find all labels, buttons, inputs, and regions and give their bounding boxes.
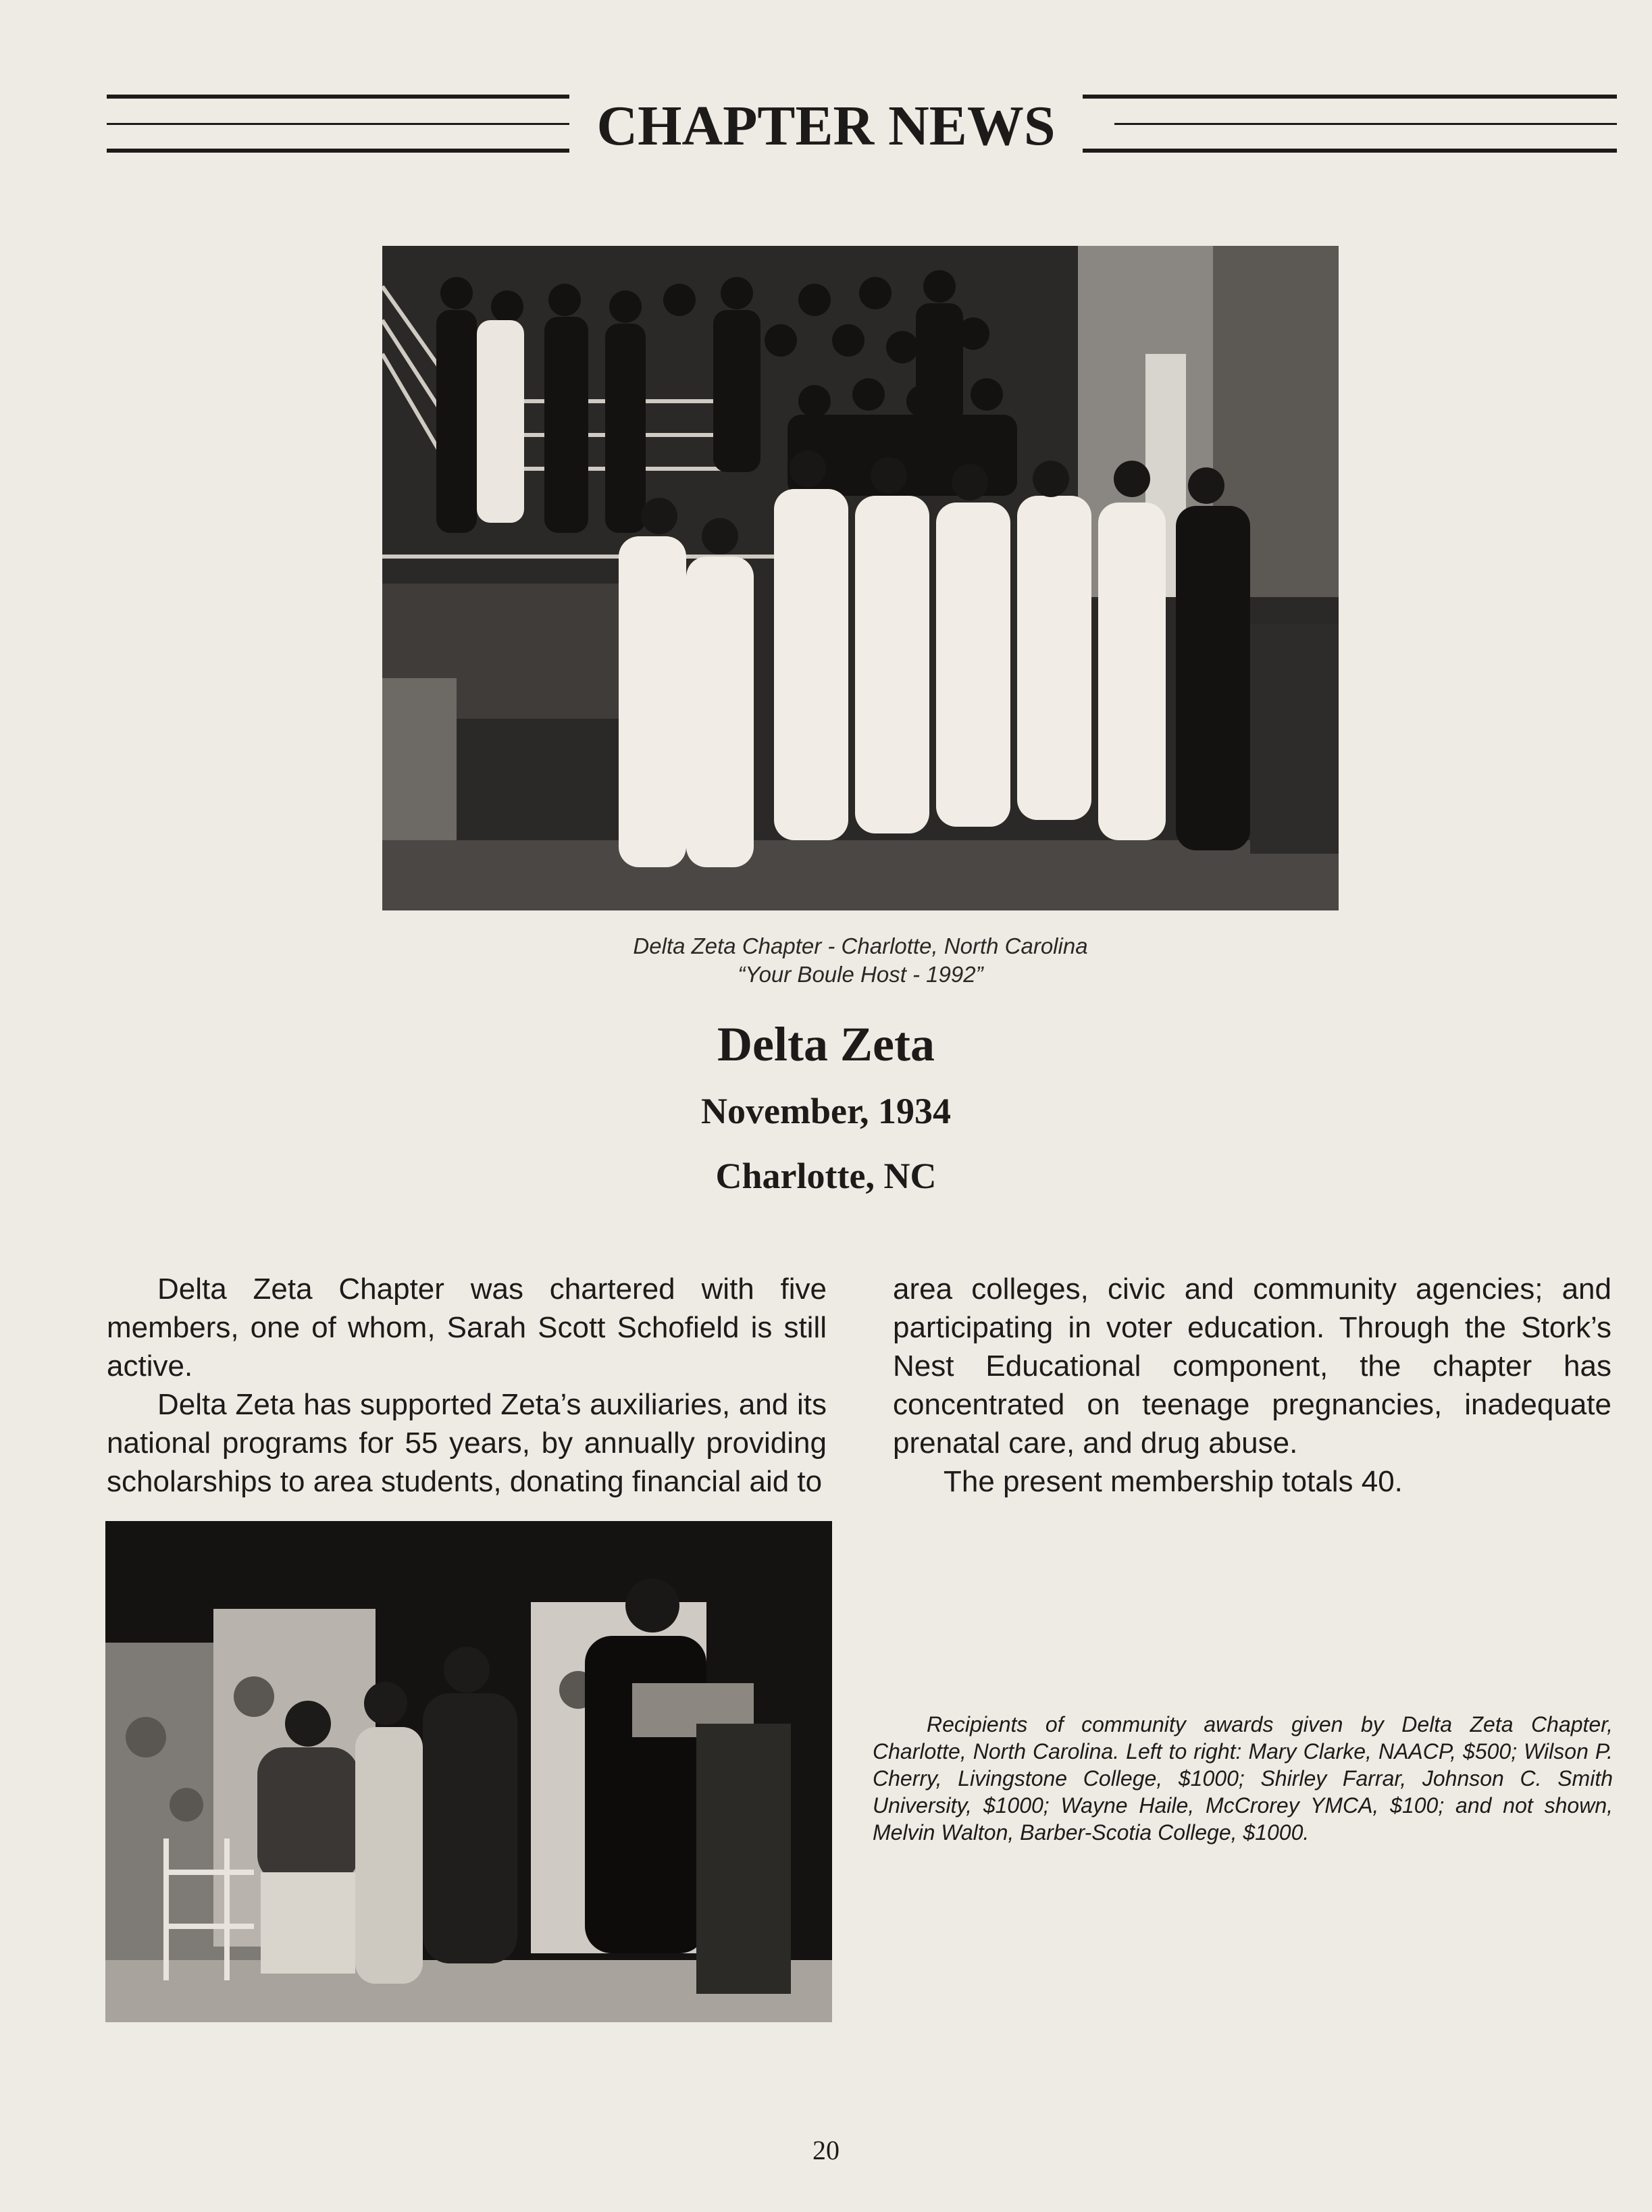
page-number: 20 <box>812 2135 840 2165</box>
group-photo <box>382 246 1339 910</box>
awards-photo-image <box>105 1521 832 2022</box>
caption-line-1: Delta Zeta Chapter - Charlotte, North Carolina <box>633 933 1088 958</box>
section-title: CHAPTER NEWS <box>0 96 1652 157</box>
article-title: Delta Zeta <box>717 1017 935 1071</box>
group-photo-caption <box>382 932 1339 989</box>
paragraph-2: Delta Zeta has supported Zeta’s auxiliaries, and its national programs for 55 years, by annually providing scholarships to area students, donating financial aid to <box>107 1388 827 1498</box>
article-date: November, 1934 <box>701 1091 951 1131</box>
caption-line-2: “Your Boule Host - 1992” <box>738 962 983 987</box>
paragraph-2-continued: area colleges, civic and community agencies; and participating in voter education. Through the Stork’s Nest Educational component, the chapter has concentrated on teenage pregnancies, inadequate prenatal care, and drug abuse. <box>893 1272 1611 1460</box>
awards-photo <box>105 1521 832 2022</box>
paragraph-1: Delta Zeta Chapter was chartered with five members, one of whom, Sarah Scott Schofield is still active. <box>107 1272 827 1383</box>
awards-photo-caption: Recipients of community awards given by Delta Zeta Chapter, Charlotte, North Carolina. Left to right: Mary Clarke, NAACP, $500; Wilson P. Cherry, Livingstone College, $1000; Shirley Farrar, Johnson C. Smith University, $1000; Wayne Haile, McCrorey YMCA, $100; and not shown, Melvin Walton, Barber-Scotia College, $1000. <box>873 1712 1613 1845</box>
article-left-column <box>107 1270 827 1501</box>
article-location: Charlotte, NC <box>715 1156 937 1196</box>
article-right-column <box>893 1270 1611 1501</box>
group-photo-image <box>382 246 1339 910</box>
paragraph-3: The present membership totals 40. <box>944 1465 1403 1498</box>
